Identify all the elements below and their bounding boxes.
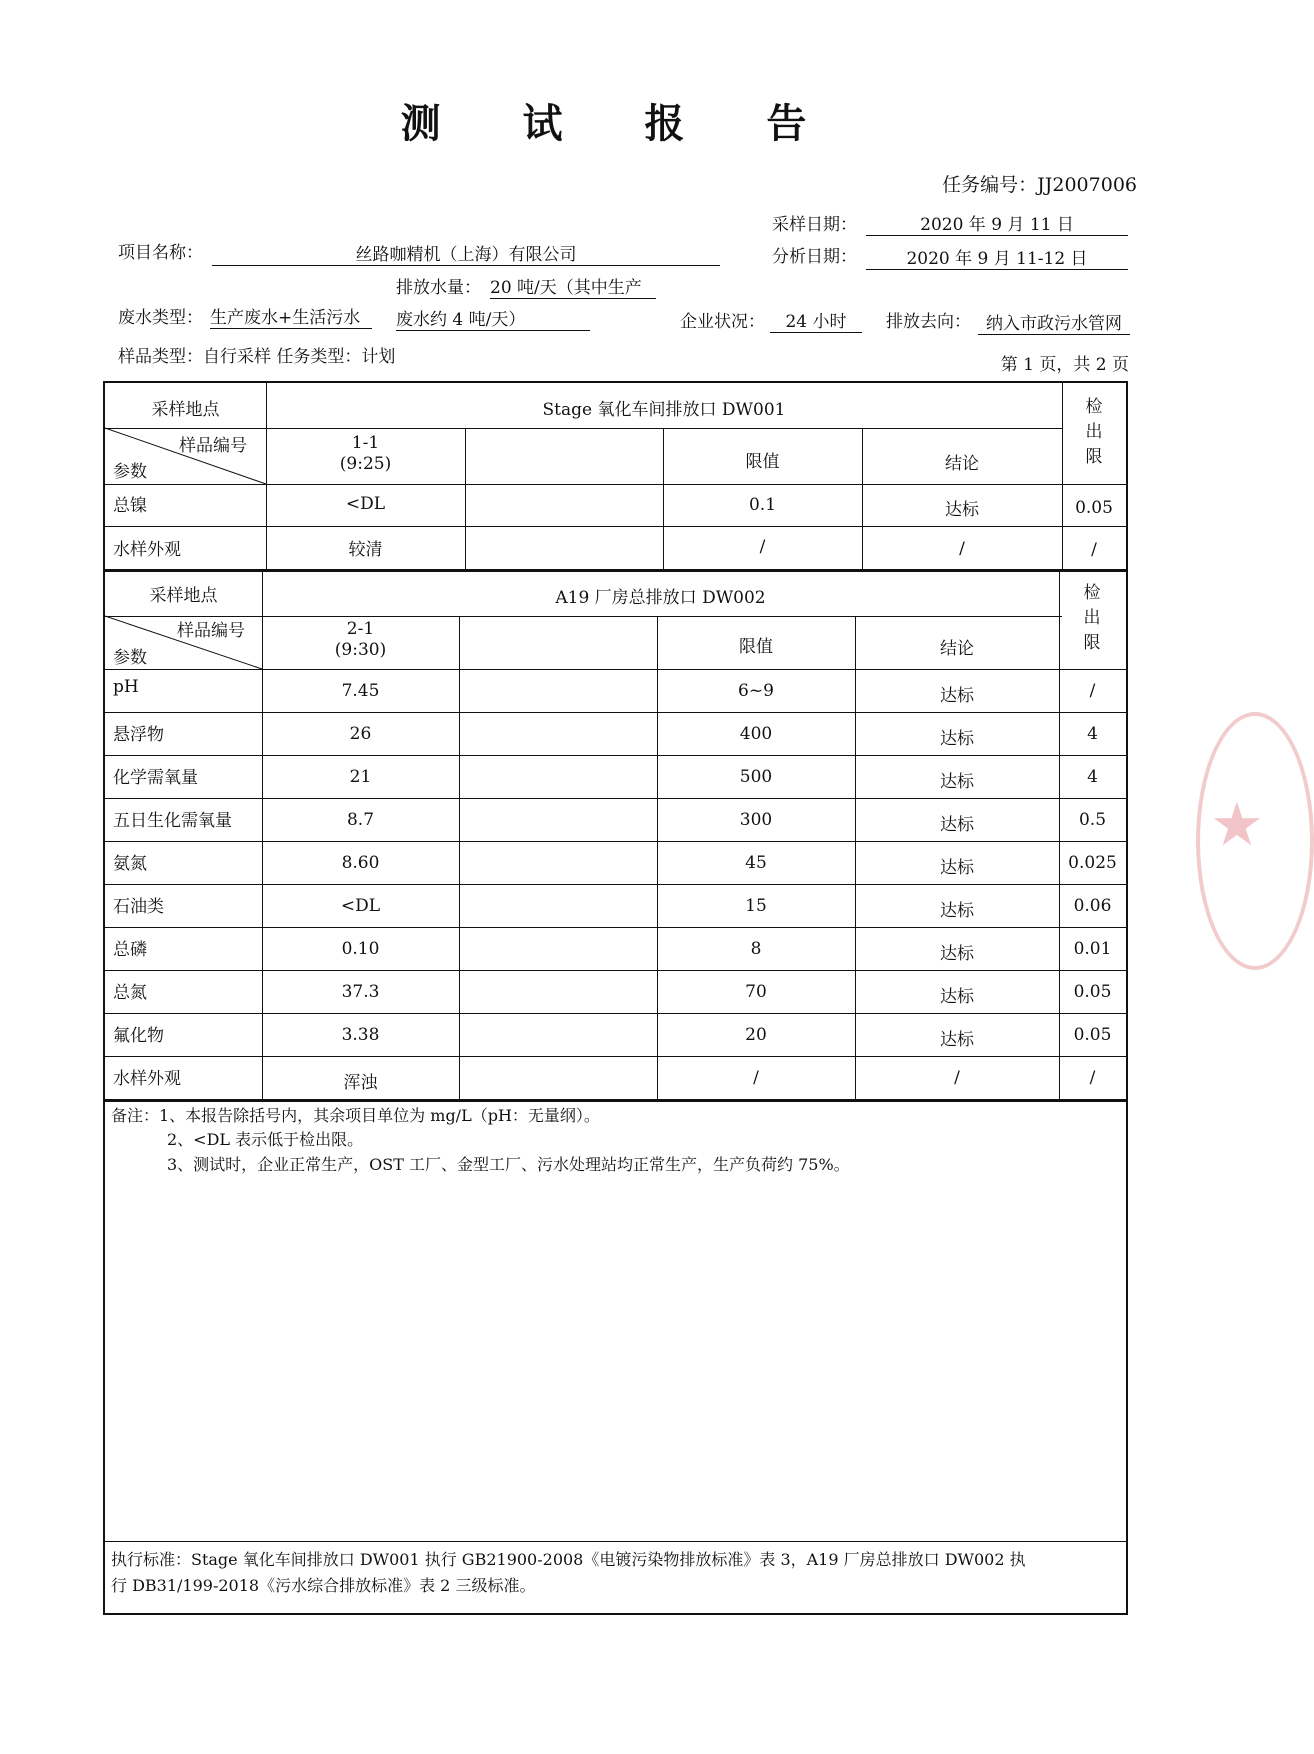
s1-row2-limit: / (759, 537, 766, 557)
s2-site-label: 采样地点 (149, 586, 218, 606)
s2-row-limit: 70 (745, 982, 767, 1002)
s2-row-value: 8.7 (346, 810, 375, 830)
s2-row-param: 总磷 (113, 940, 147, 960)
discharge-label: 排放水量： (396, 278, 481, 298)
s2-row-limit: 8 (750, 939, 762, 959)
s2-row-dl: 0.025 (1068, 853, 1117, 873)
direction-label: 排放去向： (886, 312, 971, 332)
s2-row-value: 3.38 (341, 1025, 380, 1045)
note-3: 3、测试时，企业正常生产，OST 工厂、金型工厂、污水处理站均正常生产，生产负荷约 75%。 (167, 1155, 850, 1174)
s2-row-dl: 0.01 (1073, 939, 1112, 959)
s2-row-limit: 500 (739, 767, 773, 787)
s2-row-value: 26 (349, 724, 372, 744)
standard-line1: 执行标准：Stage 氧化车间排放口 DW001 执行 GB21900-2008《电镀污染物排放标准》表 3，A19 厂房总排放口 DW002 执 (111, 1550, 1026, 1569)
s2-row-limit: 300 (739, 810, 773, 830)
s2-row-conclusion: 达标 (940, 1030, 974, 1050)
s2-sample-no-label: 样品编号 (177, 621, 245, 641)
s2-row-dl: 0.5 (1078, 810, 1107, 830)
s2-detect-label: 检 出 限 (1083, 583, 1101, 653)
wastewater-label: 废水类型： (118, 308, 203, 328)
s2-row-param: 五日生化需氧量 (113, 811, 232, 831)
s2-row-param: 氨氮 (113, 854, 147, 874)
page-number: 第 1 页，共 2 页 (1000, 355, 1129, 375)
project-name: 丝路咖精机（上海）有限公司 (212, 240, 720, 266)
s1-param-label: 参数 (113, 462, 147, 482)
s2-row-dl: 0.06 (1073, 896, 1112, 916)
s2-row-limit: 15 (745, 896, 767, 916)
s2-row-conclusion: 达标 (940, 901, 974, 921)
enterprise-status: 24 小时 (770, 307, 862, 333)
s2-row-dl: / (1089, 1068, 1096, 1088)
sample-date: 2020 年 9 月 11 日 (866, 210, 1128, 236)
s2-row-conclusion: 达标 (940, 815, 974, 835)
s2-row-dl: 0.05 (1073, 982, 1112, 1002)
s2-row-value: 7.45 (341, 681, 380, 701)
s2-row-conclusion: 达标 (940, 686, 974, 706)
discharge-line1: 20 吨/天（其中生产 (490, 273, 656, 299)
s1-sample-no-label: 样品编号 (179, 436, 247, 456)
s2-row-dl: / (1089, 681, 1096, 701)
s1-limit-label: 限值 (745, 452, 780, 472)
s2-row-value: 8.60 (341, 853, 380, 873)
s2-row-limit: / (753, 1068, 759, 1088)
s1-row2-dl: / (1091, 540, 1097, 560)
s2-row-dl: 0.05 (1073, 1025, 1112, 1045)
s1-row2-value: 较清 (348, 540, 383, 560)
s2-row-param: 氟化物 (113, 1026, 164, 1046)
s2-row-value: 0.10 (341, 939, 380, 959)
s2-site: A19 厂房总排放口 DW002 (555, 588, 766, 608)
analysis-date: 2020 年 9 月 11-12 日 (866, 244, 1128, 270)
s1-sample-id: 1-1 (351, 433, 380, 453)
s1-row1-conclusion: 达标 (945, 500, 979, 520)
s1-row2-param: 水样外观 (113, 540, 181, 560)
analysis-date-label: 分析日期： (772, 247, 857, 267)
s2-row-value: 21 (349, 767, 372, 787)
s1-sample-time: (9:25) (339, 454, 392, 474)
report-table (103, 381, 1128, 1615)
note-1: 备注：1、本报告除括号内，其余项目单位为 mg/L（pH：无量纲）。 (111, 1106, 600, 1125)
s2-row-dl: 4 (1087, 724, 1098, 744)
s2-row-param: 悬浮物 (113, 725, 164, 745)
s2-row-param: 化学需氧量 (113, 768, 198, 788)
s2-row-limit: 20 (745, 1025, 767, 1045)
s2-row-param: 总氮 (113, 983, 147, 1003)
seal-star-icon: ★ (1210, 790, 1264, 860)
s2-row-conclusion: 达标 (940, 987, 974, 1007)
sample-date-label: 采样日期： (772, 215, 857, 235)
s2-row-conclusion: / (954, 1068, 960, 1088)
s2-row-value: 浑浊 (343, 1073, 378, 1093)
standard-line2: 行 DB31/199-2018《污水综合排放标准》表 2 三级标准。 (111, 1576, 536, 1595)
s2-row-value: <DL (340, 896, 381, 916)
wastewater-type: 生产废水+生活污水 (210, 303, 372, 329)
s1-row1-dl: 0.05 (1075, 498, 1113, 518)
s2-row-conclusion: 达标 (940, 772, 974, 792)
enterprise-label: 企业状况： (680, 312, 765, 332)
direction: 纳入市政污水管网 (978, 309, 1130, 335)
s1-row1-value: <DL (345, 494, 386, 514)
s2-row-conclusion: 达标 (940, 944, 974, 964)
s1-site-label: 采样地点 (151, 400, 220, 420)
s2-row-conclusion: 达标 (940, 729, 974, 749)
s1-conclusion-label: 结论 (945, 454, 979, 474)
s2-row-limit: 6~9 (738, 681, 774, 701)
s2-sample-time: (9:30) (334, 640, 387, 660)
s2-row-param: 水样外观 (113, 1069, 181, 1089)
sample-type: 样品类型：自行采样 任务类型：计划 (118, 347, 396, 367)
s2-limit-label: 限值 (739, 637, 773, 657)
s1-site: Stage 氧化车间排放口 DW001 (542, 400, 786, 420)
s2-row-param: 石油类 (113, 897, 164, 917)
s2-row-param: pH (113, 677, 139, 697)
s2-row-conclusion: 达标 (940, 858, 974, 878)
s1-detect-label: 检 出 限 (1085, 397, 1103, 467)
report-title: 测 试 报 告 (400, 101, 841, 147)
s2-row-limit: 45 (745, 853, 767, 873)
s2-param-label: 参数 (113, 648, 147, 668)
s1-row1-param: 总镍 (113, 496, 147, 516)
s2-sample-id: 2-1 (346, 619, 375, 639)
s2-conclusion-label: 结论 (940, 639, 974, 659)
s2-row-value: 37.3 (341, 982, 380, 1002)
s1-row2-conclusion: / (959, 539, 965, 559)
note-2: 2、<DL 表示低于检出限。 (167, 1130, 364, 1149)
project-label: 项目名称： (118, 243, 203, 263)
s1-row1-limit: 0.1 (748, 495, 777, 515)
task-number: 任务编号：JJ2007006 (942, 174, 1137, 196)
s2-row-dl: 4 (1087, 767, 1098, 787)
discharge-line2: 废水约 4 吨/天） (396, 305, 590, 331)
s2-row-limit: 400 (739, 724, 773, 744)
